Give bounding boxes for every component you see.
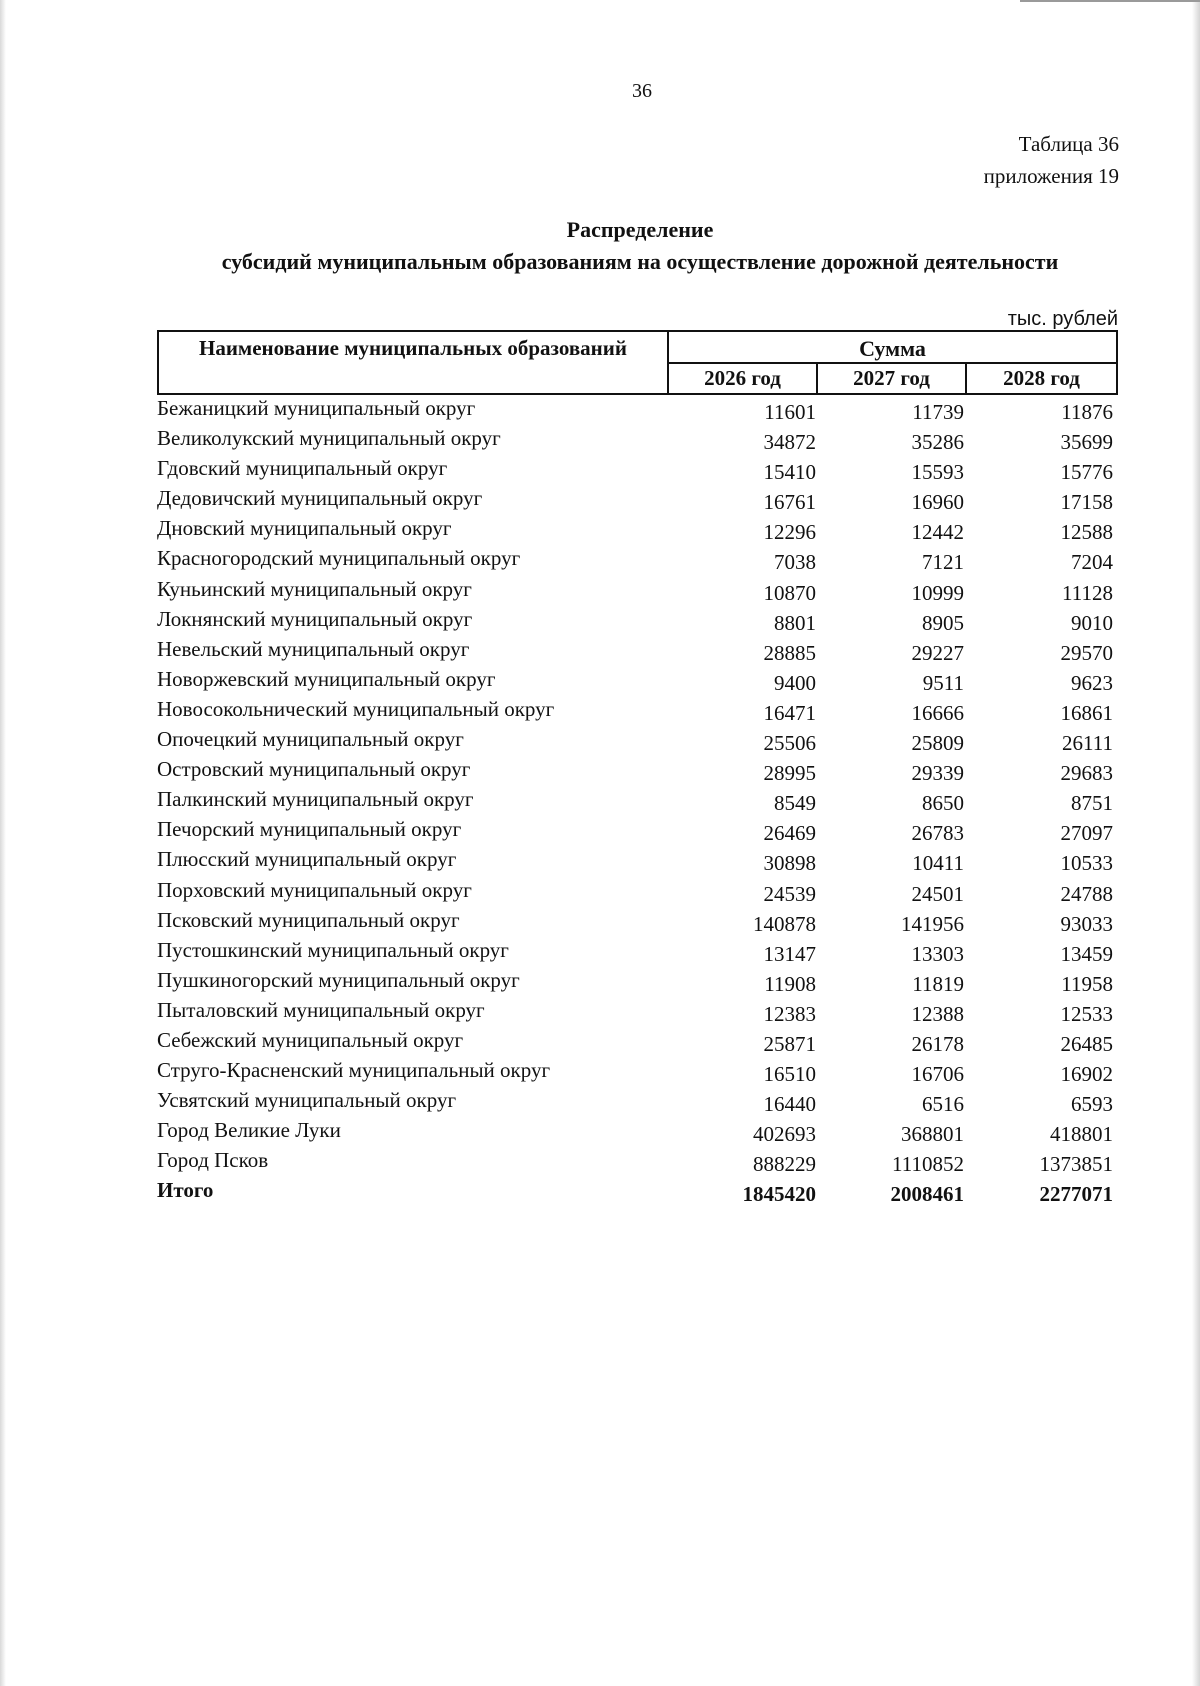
- row-value-2026: 12296: [763, 520, 816, 545]
- row-value-2026: 9400: [774, 670, 816, 695]
- row-value-2026: 28995: [763, 761, 816, 786]
- row-name: Новоржевский муниципальный округ: [157, 666, 496, 691]
- table-row: [157, 998, 1118, 1028]
- table-header: [157, 330, 1118, 395]
- row-value-2028: 7204: [1071, 550, 1113, 575]
- row-value-2027: 11819: [912, 971, 964, 996]
- row-name: Пустошкинский муниципальный округ: [157, 937, 509, 962]
- row-value-2028: 26485: [1060, 1031, 1113, 1056]
- row-value-2026: 24539: [763, 881, 816, 906]
- header-year-2026: 2026 год: [669, 364, 818, 393]
- row-value-2027: 25809: [911, 731, 964, 756]
- row-value-2026: 28885: [763, 640, 816, 665]
- row-value-2026: 10870: [763, 580, 816, 605]
- row-value-2028: 29570: [1060, 640, 1113, 665]
- row-value-2028: 15776: [1060, 460, 1113, 485]
- row-name: Порховский муниципальный округ: [157, 877, 472, 902]
- table-row: [157, 908, 1118, 938]
- row-name: Невельский муниципальный округ: [157, 636, 470, 661]
- document-title: [140, 214, 1140, 278]
- row-value-2028: 11958: [1061, 971, 1113, 996]
- row-value-2027: 16666: [911, 700, 964, 725]
- row-value-2026: 11601: [764, 400, 816, 424]
- row-value-2026: 8801: [774, 610, 816, 635]
- row-name: Город Великие Луки: [157, 1118, 341, 1143]
- row-value-2027: 9511: [922, 670, 964, 695]
- row-value-2028: 1373851: [1039, 1152, 1113, 1177]
- table-row: [157, 787, 1118, 817]
- row-value-2026: 11908: [764, 971, 816, 996]
- table-reference: [984, 128, 1119, 192]
- row-value-2028: 11128: [1062, 580, 1113, 605]
- row-value-2028: 17158: [1060, 490, 1113, 515]
- table-row: [157, 697, 1118, 727]
- title-line2: субсидий муниципальным образованиям на осуществление дорожной деятельности: [221, 249, 1059, 274]
- table-row: [157, 1118, 1118, 1148]
- row-value-2026: 16510: [763, 1062, 816, 1087]
- table-row: [157, 727, 1118, 757]
- row-value-2027: 16960: [911, 490, 964, 515]
- row-value-2028: 24788: [1060, 881, 1113, 906]
- row-name: Гдовский муниципальный округ: [157, 456, 448, 481]
- row-name: Город Псков: [157, 1148, 269, 1173]
- table-row: [157, 486, 1118, 516]
- scan-edge-left: [0, 0, 6, 1686]
- row-value-2027: 10999: [911, 580, 964, 605]
- table-row: [157, 757, 1118, 787]
- scan-edge-right: [1192, 0, 1200, 1686]
- row-value-2028: 8751: [1071, 791, 1113, 816]
- table-row: [157, 1088, 1118, 1118]
- row-name: Себежский муниципальный округ: [157, 1027, 464, 1052]
- row-value-2026: 16440: [763, 1092, 816, 1117]
- row-name: Пыталовский муниципальный округ: [157, 997, 485, 1022]
- row-value-2027: 10411: [912, 851, 964, 876]
- row-value-2028: 16861: [1060, 700, 1113, 725]
- row-value-2027: 12442: [911, 520, 964, 545]
- row-value-2027: 26783: [911, 821, 964, 846]
- table-row: [157, 546, 1118, 576]
- row-value-2027: 16706: [911, 1062, 964, 1087]
- row-name: Локнянский муниципальный округ: [157, 606, 473, 631]
- row-name: Плюсский муниципальный округ: [157, 847, 457, 872]
- row-value-2028: 29683: [1060, 761, 1113, 786]
- row-value-2026: 140878: [753, 911, 816, 936]
- row-value-2028: 35699: [1060, 430, 1113, 455]
- row-name: Островский муниципальный округ: [157, 757, 471, 782]
- row-value-2027: 13303: [911, 941, 964, 966]
- row-value-2028: 6593: [1071, 1092, 1113, 1117]
- row-value-2027: 12388: [911, 1001, 964, 1026]
- title-line1: Распределение: [566, 217, 714, 242]
- row-value-2028: 10533: [1060, 851, 1113, 876]
- row-name: Печорский муниципальный округ: [157, 817, 462, 842]
- row-name: Куньинский муниципальный округ: [157, 576, 472, 601]
- header-name-column: Наименование муниципальных образований: [159, 332, 669, 393]
- row-value-2027: 26178: [911, 1031, 964, 1056]
- total-value-2028: 2277071: [1039, 1182, 1113, 1207]
- row-value-2027: 1110852: [892, 1152, 964, 1177]
- row-name: Дновский муниципальный округ: [157, 516, 452, 541]
- header-sum-column: Сумма: [669, 332, 1116, 364]
- table-row: [157, 577, 1118, 607]
- units-label: тыс. рублей: [1007, 308, 1118, 330]
- row-value-2028: 9010: [1071, 610, 1113, 635]
- header-year-2028: 2028 год: [1003, 366, 1080, 390]
- row-name: Новосокольнический муниципальный округ: [157, 696, 555, 721]
- table-row: [157, 667, 1118, 697]
- row-value-2027: 7121: [922, 550, 964, 575]
- table-row: [157, 516, 1118, 546]
- page-number: 36: [632, 80, 652, 102]
- row-value-2026: 12383: [763, 1001, 816, 1026]
- row-value-2026: 7038: [774, 550, 816, 575]
- row-value-2027: 11739: [912, 400, 964, 424]
- row-value-2027: 6516: [922, 1092, 964, 1117]
- row-name: Палкинский муниципальный округ: [157, 787, 474, 812]
- row-value-2027: 368801: [901, 1122, 964, 1147]
- row-name: Великолукский муниципальный округ: [157, 426, 501, 451]
- row-value-2027: 8905: [922, 610, 964, 635]
- row-name: Красногородский муниципальный округ: [157, 546, 521, 571]
- table-row: [157, 456, 1118, 486]
- total-value-2026: 1845420: [742, 1182, 816, 1207]
- table-row: [157, 637, 1118, 667]
- table-row: [157, 847, 1118, 877]
- row-value-2028: 27097: [1060, 821, 1113, 846]
- total-row: [157, 1178, 1118, 1208]
- row-name: Пушкиногорский муниципальный округ: [157, 967, 520, 992]
- row-value-2026: 888229: [753, 1152, 816, 1177]
- table-row: [157, 607, 1118, 637]
- row-value-2026: 25871: [763, 1031, 816, 1056]
- row-value-2028: 93033: [1060, 911, 1113, 936]
- row-value-2026: 15410: [763, 460, 816, 485]
- row-value-2028: 12588: [1060, 520, 1113, 545]
- table-row: [157, 878, 1118, 908]
- row-value-2028: 16902: [1060, 1062, 1113, 1087]
- row-value-2027: 24501: [911, 881, 964, 906]
- table-ref-line1: Таблица 36: [1018, 132, 1119, 156]
- row-name: Дедовичский муниципальный округ: [157, 486, 483, 511]
- row-value-2028: 9623: [1071, 670, 1113, 695]
- table-row: [157, 396, 1118, 426]
- row-name: Опочецкий муниципальный округ: [157, 727, 464, 752]
- table-row: [157, 968, 1118, 998]
- row-value-2026: 13147: [763, 941, 816, 966]
- row-value-2028: 418801: [1050, 1122, 1113, 1147]
- row-value-2027: 29227: [911, 640, 964, 665]
- row-value-2026: 402693: [753, 1122, 816, 1147]
- row-value-2026: 16761: [763, 490, 816, 515]
- table-row: [157, 426, 1118, 456]
- row-value-2026: 8549: [774, 791, 816, 816]
- row-value-2028: 12533: [1060, 1001, 1113, 1026]
- row-value-2027: 8650: [922, 791, 964, 816]
- table-row: [157, 817, 1118, 847]
- row-value-2028: 11876: [1061, 400, 1113, 424]
- row-value-2028: 26111: [1062, 731, 1113, 756]
- row-value-2026: 34872: [763, 430, 816, 455]
- row-value-2026: 30898: [763, 851, 816, 876]
- row-value-2026: 26469: [763, 821, 816, 846]
- row-value-2027: 15593: [911, 460, 964, 485]
- header-year-2027: 2027 год: [818, 364, 967, 393]
- total-value-2027: 2008461: [890, 1182, 964, 1207]
- row-value-2026: 25506: [763, 731, 816, 756]
- row-name: Бежаницкий муниципальный округ: [157, 396, 476, 420]
- row-value-2028: 13459: [1060, 941, 1113, 966]
- table-ref-line2: приложения 19: [983, 164, 1119, 188]
- row-value-2027: 141956: [901, 911, 964, 936]
- row-value-2027: 29339: [911, 761, 964, 786]
- table-body: [157, 396, 1118, 1209]
- row-name: Усвятский муниципальный округ: [157, 1088, 457, 1113]
- scan-line-top: [1020, 0, 1200, 2]
- table-row: [157, 1058, 1118, 1088]
- table-row: [157, 1028, 1118, 1058]
- row-name: Струго-Красненский муниципальный округ: [157, 1058, 551, 1083]
- table-row: [157, 938, 1118, 968]
- row-value-2026: 16471: [763, 700, 816, 725]
- row-name: Псковский муниципальный округ: [157, 907, 460, 932]
- total-label: Итого: [157, 1178, 214, 1203]
- table-row: [157, 1148, 1118, 1178]
- row-value-2027: 35286: [911, 430, 964, 455]
